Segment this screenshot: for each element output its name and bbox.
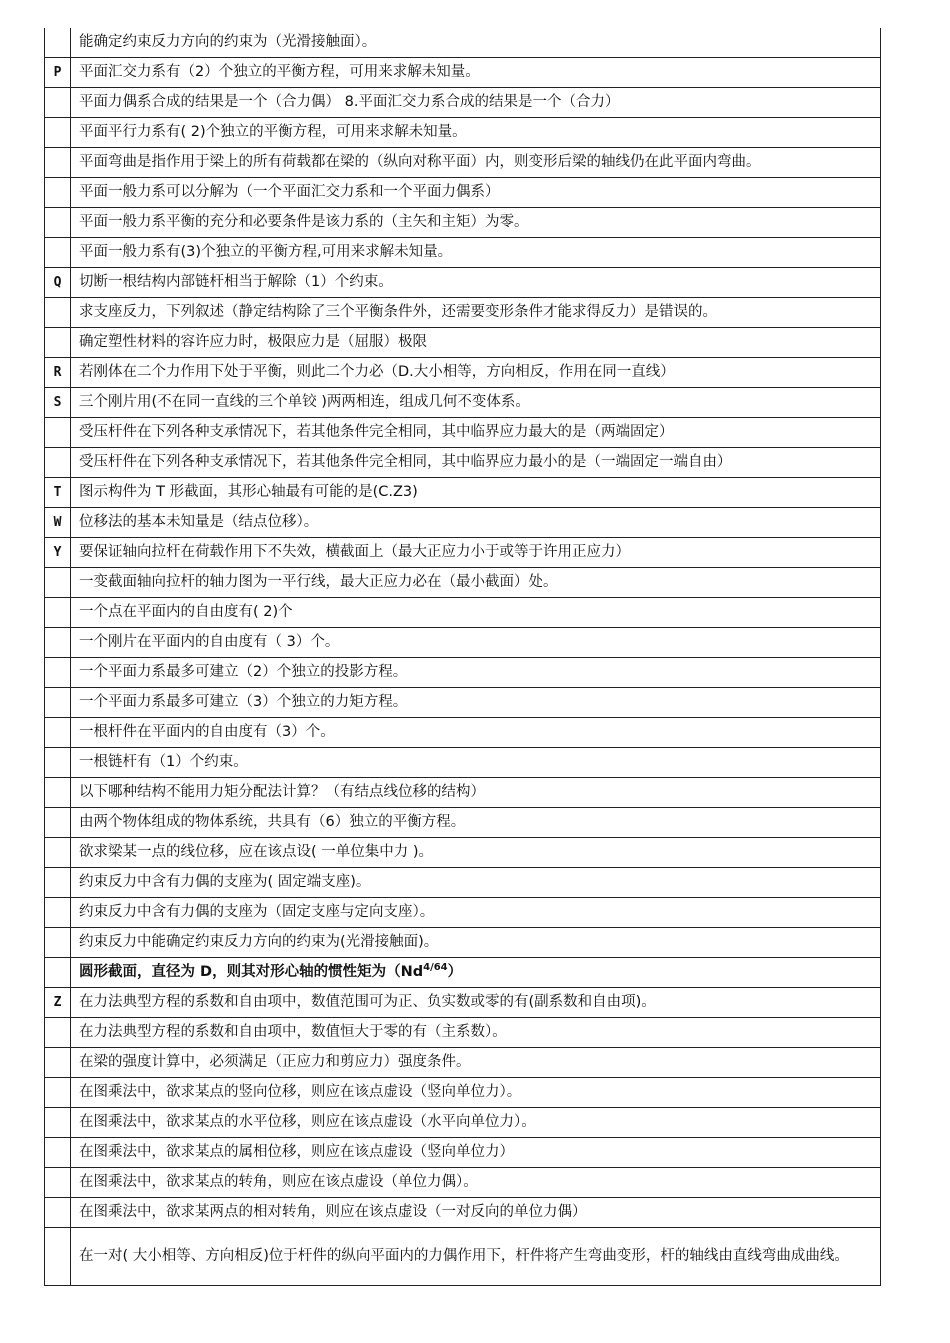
question-answer-cell	[71, 778, 881, 808]
index-letter-cell	[45, 148, 71, 178]
question-text: 平面汇交力系有（2）个独立的平衡方程，可用来求解未知量。	[79, 64, 480, 80]
question-text: 约束反力中含有力偶的支座为（固定支座与定向支座）。	[79, 904, 435, 920]
table-row	[45, 988, 881, 1018]
question-text: 在图乘法中，欲求某点的竖向位移，则应在该点虚设（竖向单位力）。	[79, 1084, 522, 1100]
question-text: 一个刚片在平面内的自由度有（ 3）个。	[79, 634, 340, 650]
question-text: 在梁的强度计算中，必须满足（正应力和剪应力）强度条件。	[79, 1054, 471, 1070]
question-text: 能确定约束反力方向的约束为（光滑接触面）。	[79, 34, 377, 50]
question-answer-cell	[71, 1228, 881, 1286]
index-letter-cell: W	[45, 508, 71, 538]
index-letter-cell	[45, 1108, 71, 1138]
table-row	[45, 388, 881, 418]
question-text: 平面一般力系可以分解为（一个平面汇交力系和一个平面力偶系）	[79, 184, 500, 200]
table-row	[45, 1198, 881, 1228]
table-row	[45, 628, 881, 658]
question-text: 平面力偶系合成的结果是一个（合力偶） 8.平面汇交力系合成的结果是一个（合力）	[79, 94, 620, 110]
question-answer-cell	[71, 328, 881, 358]
table-row	[45, 538, 881, 568]
index-letter-cell	[45, 928, 71, 958]
table-row	[45, 328, 881, 358]
qa-table-sheet	[44, 28, 880, 1286]
question-answer-cell	[71, 448, 881, 478]
question-text: 在图乘法中，欲求某点的转角，则应在该点虚设（单位力偶）。	[79, 1174, 478, 1190]
question-text: 位移法的基本未知量是（结点位移）。	[79, 514, 319, 530]
table-row	[45, 748, 881, 778]
question-answer-cell	[71, 538, 881, 568]
question-answer-cell	[71, 178, 881, 208]
index-letter-cell: P	[45, 58, 71, 88]
index-letter-cell	[45, 868, 71, 898]
table-row	[45, 928, 881, 958]
question-answer-cell	[71, 268, 881, 298]
table-row	[45, 808, 881, 838]
index-letter-cell: S	[45, 388, 71, 418]
question-answer-cell	[71, 748, 881, 778]
question-answer-cell	[71, 238, 881, 268]
question-answer-cell	[71, 1168, 881, 1198]
question-text: 一根链杆有（1）个约束。	[79, 754, 248, 770]
table-row	[45, 958, 881, 988]
question-text: 平面一般力系有(3)个独立的平衡方程,可用来求解未知量。	[79, 244, 453, 260]
question-text: 平面一般力系平衡的充分和必要条件是该力系的（主矢和主矩）为零。	[79, 214, 529, 230]
table-row	[45, 28, 881, 58]
table-row	[45, 898, 881, 928]
table-row	[45, 58, 881, 88]
index-letter-cell	[45, 1138, 71, 1168]
question-answer-cell	[71, 598, 881, 628]
question-text: 在图乘法中，欲求某点的水平位移，则应在该点虚设（水平向单位力）。	[79, 1114, 536, 1130]
table-row	[45, 718, 881, 748]
question-text: 在图乘法中，欲求某点的属相位移，则应在该点虚设（竖向单位力）	[79, 1144, 514, 1160]
index-letter-cell	[45, 688, 71, 718]
question-answer-cell	[71, 838, 881, 868]
question-answer-cell	[71, 1078, 881, 1108]
index-letter-cell	[45, 748, 71, 778]
question-text: 求支座反力，下列叙述（静定结构除了三个平衡条件外，还需要变形条件才能求得反力）是错误的。	[79, 304, 717, 320]
index-letter-cell	[45, 718, 71, 748]
question-answer-cell	[71, 568, 881, 598]
table-row	[45, 1228, 881, 1286]
table-row	[45, 298, 881, 328]
table-row	[45, 508, 881, 538]
index-letter-cell: Q	[45, 268, 71, 298]
question-text: 一个点在平面内的自由度有( 2)个	[79, 604, 293, 620]
question-answer-cell	[71, 958, 881, 988]
question-answer-cell	[71, 1018, 881, 1048]
question-text: 一个平面力系最多可建立（3）个独立的力矩方程。	[79, 694, 408, 710]
question-answer-cell	[71, 28, 881, 58]
question-text: 三个刚片用(不在同一直线的三个单铰 )两两相连，组成几何不变体系。	[79, 394, 530, 410]
formula-tail: ）	[447, 964, 463, 980]
question-answer-cell	[71, 988, 881, 1018]
index-letter-cell	[45, 658, 71, 688]
question-answer-cell	[71, 148, 881, 178]
table-row	[45, 358, 881, 388]
index-letter-cell	[45, 298, 71, 328]
table-row	[45, 478, 881, 508]
index-letter-cell: R	[45, 358, 71, 388]
table-row	[45, 208, 881, 238]
index-letter-cell	[45, 808, 71, 838]
table-row	[45, 1108, 881, 1138]
question-answer-cell	[71, 1198, 881, 1228]
table-row	[45, 658, 881, 688]
question-text: 确定塑性材料的容许应力时，极限应力是（屈服）极限	[79, 334, 427, 350]
table-row	[45, 598, 881, 628]
question-answer-cell	[71, 718, 881, 748]
index-letter-cell	[45, 328, 71, 358]
question-text: 在力法典型方程的系数和自由项中，数值范围可为正、负实数或零的有(副系数和自由项)。	[79, 994, 656, 1010]
index-letter-cell	[45, 1168, 71, 1198]
question-text: 受压杆件在下列各种支承情况下，若其他条件完全相同，其中临界应力最大的是（两端固定）	[79, 424, 674, 440]
question-text: 欲求梁某一点的线位移，应在该点设( 一单位集中力 )。	[79, 844, 434, 860]
index-letter-cell	[45, 1228, 71, 1286]
question-text: 以下哪种结构不能用力矩分配法计算？（有结点线位移的结构）	[79, 784, 485, 800]
question-answer-cell	[71, 628, 881, 658]
table-row	[45, 118, 881, 148]
question-answer-cell	[71, 208, 881, 238]
question-answer-cell	[71, 1048, 881, 1078]
index-letter-cell: Y	[45, 538, 71, 568]
question-text: 在力法典型方程的系数和自由项中，数值恒大于零的有（主系数）。	[79, 1024, 507, 1040]
index-letter-cell	[45, 1198, 71, 1228]
table-row	[45, 568, 881, 598]
table-row	[45, 238, 881, 268]
question-answer-cell	[71, 118, 881, 148]
question-text: 圆形截面，直径为 D，则其对形心轴的惯性矩为（Nd	[79, 964, 424, 980]
index-letter-cell	[45, 898, 71, 928]
question-answer-cell	[71, 898, 881, 928]
table-row	[45, 868, 881, 898]
table-row	[45, 778, 881, 808]
question-text: 图示构件为 T 形截面，其形心轴最有可能的是(C.Z3)	[79, 484, 418, 500]
index-letter-cell	[45, 418, 71, 448]
question-text: 受压杆件在下列各种支承情况下，若其他条件完全相同，其中临界应力最小的是（一端固定一端自由）	[79, 454, 732, 470]
question-text: 由两个物体组成的物体系统，共具有（6）独立的平衡方程。	[79, 814, 466, 830]
question-answer-cell	[71, 868, 881, 898]
index-letter-cell	[45, 598, 71, 628]
index-letter-cell	[45, 448, 71, 478]
table-row	[45, 1078, 881, 1108]
table-row	[45, 418, 881, 448]
question-text: 约束反力中含有力偶的支座为( 固定端支座)。	[79, 874, 371, 890]
table-row	[45, 178, 881, 208]
index-letter-cell	[45, 568, 71, 598]
question-text: 一根杆件在平面内的自由度有（3）个。	[79, 724, 335, 740]
table-row	[45, 448, 881, 478]
qa-table-body	[45, 28, 881, 1286]
table-row	[45, 1138, 881, 1168]
index-letter-cell: T	[45, 478, 71, 508]
index-letter-cell	[45, 178, 71, 208]
question-answer-cell	[71, 508, 881, 538]
question-text: 在一对( 大小相等、方向相反)位于杆件的纵向平面内的力偶作用下，杆件将产生弯曲变形，杆的轴线由直线弯曲成曲线。	[79, 1248, 849, 1264]
index-letter-cell	[45, 88, 71, 118]
index-letter-cell	[45, 118, 71, 148]
table-row	[45, 148, 881, 178]
question-answer-cell	[71, 1138, 881, 1168]
table-row	[45, 1048, 881, 1078]
index-letter-cell	[45, 1018, 71, 1048]
index-letter-cell	[45, 838, 71, 868]
question-text: 一变截面轴向拉杆的轴力图为一平行线，最大正应力必在（最小截面）处。	[79, 574, 558, 590]
index-letter-cell	[45, 238, 71, 268]
question-text: 若刚体在二个力作用下处于平衡，则此二个力必（D.大小相等，方向相反，作用在同一直线）	[79, 364, 675, 380]
question-answer-cell	[71, 808, 881, 838]
question-text: 要保证轴向拉杆在荷载作用下不失效，横截面上（最大正应力小于或等于许用正应力）	[79, 544, 630, 560]
question-answer-cell	[71, 418, 881, 448]
table-row	[45, 838, 881, 868]
question-text: 切断一根结构内部链杆相当于解除（1）个约束。	[79, 274, 393, 290]
question-answer-cell	[71, 688, 881, 718]
qa-table	[44, 28, 881, 1286]
question-answer-cell	[71, 478, 881, 508]
question-answer-cell	[71, 58, 881, 88]
table-row	[45, 688, 881, 718]
table-row	[45, 1018, 881, 1048]
index-letter-cell	[45, 958, 71, 988]
question-text: 在图乘法中，欲求某两点的相对转角，则应在该点虚设（一对反向的单位力偶）	[79, 1204, 587, 1220]
question-answer-cell	[71, 358, 881, 388]
question-answer-cell	[71, 928, 881, 958]
question-answer-cell	[71, 298, 881, 328]
question-answer-cell	[71, 388, 881, 418]
index-letter-cell	[45, 778, 71, 808]
question-answer-cell	[71, 1108, 881, 1138]
index-letter-cell: Z	[45, 988, 71, 1018]
question-answer-cell	[71, 658, 881, 688]
question-answer-cell	[71, 88, 881, 118]
question-text: 平面弯曲是指作用于梁上的所有荷载都在梁的（纵向对称平面）内，则变形后梁的轴线仍在此平面内弯曲。	[79, 154, 761, 170]
index-letter-cell	[45, 1078, 71, 1108]
table-row	[45, 268, 881, 298]
index-letter-cell	[45, 28, 71, 58]
index-letter-cell	[45, 628, 71, 658]
table-row	[45, 88, 881, 118]
formula-superscript: 4/64	[423, 962, 448, 974]
table-row	[45, 1168, 881, 1198]
index-letter-cell	[45, 208, 71, 238]
question-text: 一个平面力系最多可建立（2）个独立的投影方程。	[79, 664, 408, 680]
index-letter-cell	[45, 1048, 71, 1078]
question-text: 平面平行力系有( 2)个独立的平衡方程，可用来求解未知量。	[79, 124, 467, 140]
question-text: 约束反力中能确定约束反力方向的约束为(光滑接触面)。	[79, 934, 439, 950]
